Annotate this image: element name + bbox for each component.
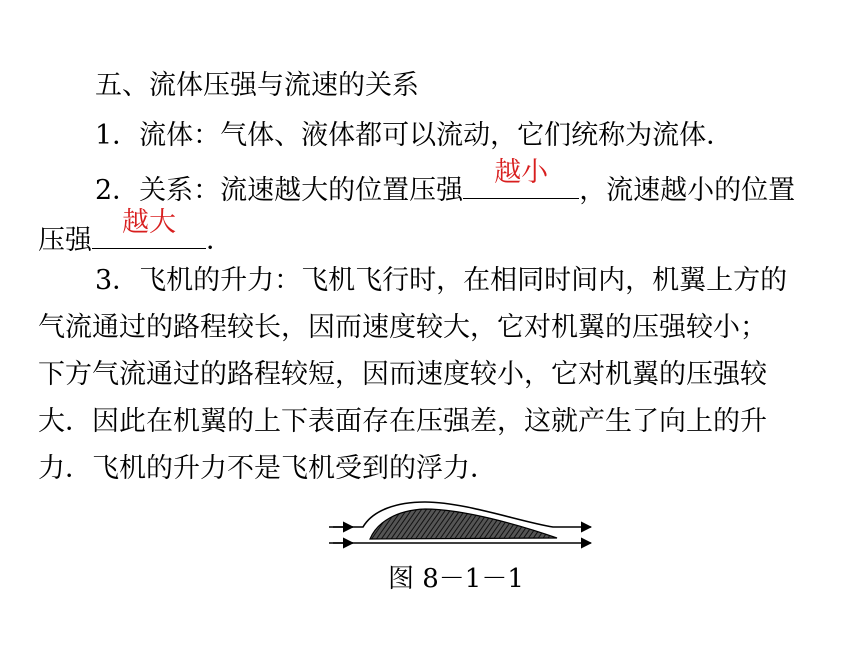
item-2-line-2 xyxy=(38,207,233,259)
item-3-line-4: 大．因此在机翼的上下表面存在压强差，这就产生了向上的升 xyxy=(38,406,767,437)
item-3-line-1: 3．飞机的升力：飞机飞行时，在相同时间内，机翼上方的 xyxy=(95,265,788,296)
item-2-line-1 xyxy=(95,157,796,209)
answer-1: 越小 xyxy=(494,157,549,188)
answer-2: 越大 xyxy=(122,207,176,238)
wing-shape xyxy=(370,509,557,539)
airfoil-diagram xyxy=(325,500,595,552)
item-3-line-3: 下方气流通过的路程较短，因而速度较小，它对机翼的压强较 xyxy=(38,359,767,390)
item-2-text-d: ． xyxy=(206,225,233,256)
item-3-line-2: 气流通过的路程较长，因而速度较大，它对机翼的压强较小； xyxy=(38,312,767,343)
answer-blank-2 xyxy=(92,207,206,249)
item-2-text-b: ，流速越小的位置 xyxy=(579,175,796,206)
section-title: 五、流体压强与流速的关系 xyxy=(95,70,419,101)
answer-blank-1 xyxy=(463,157,579,199)
item-2-text-c: 压强 xyxy=(38,225,92,256)
item-3-line-5: 力．飞机的升力不是飞机受到的浮力． xyxy=(38,453,497,484)
item-1-text: 1．流体：气体、液体都可以流动，它们统称为流体． xyxy=(95,120,734,151)
figure-caption: 图 8－1－1 xyxy=(388,564,524,594)
item-2-text-a: 2．关系：流速越大的位置压强 xyxy=(95,175,464,206)
